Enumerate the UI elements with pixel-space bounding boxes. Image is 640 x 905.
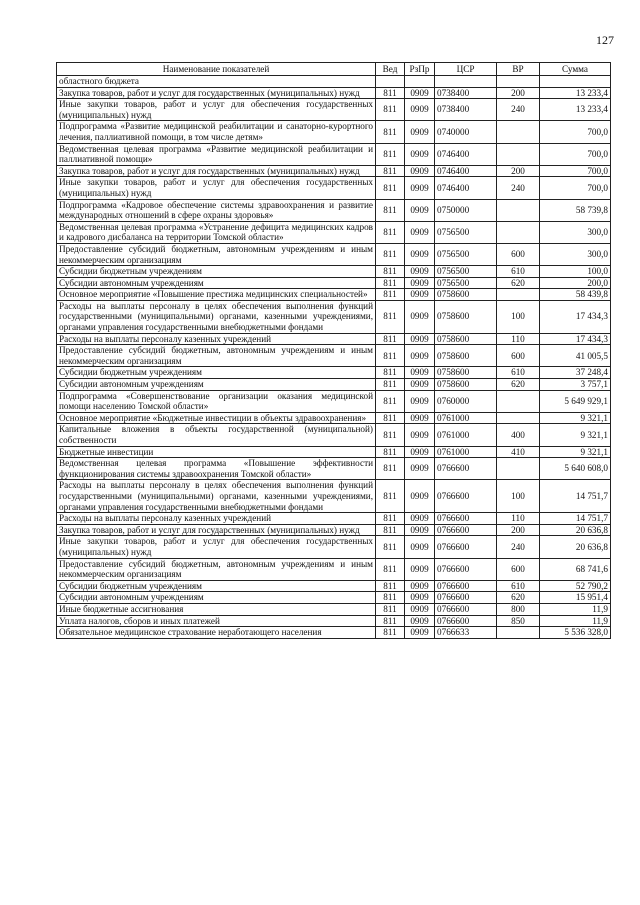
cell-csr: 0738400 xyxy=(435,99,497,121)
cell-ved: 811 xyxy=(376,458,405,480)
cell-rzpr: 0909 xyxy=(405,592,435,604)
cell-name: Подпрограмма «Совершенствование организации оказания медицинской помощи населению Томской области» xyxy=(57,390,376,412)
cell-vr: 610 xyxy=(497,367,540,379)
cell-ved: 811 xyxy=(376,558,405,580)
cell-vr xyxy=(497,390,540,412)
table-row xyxy=(57,277,611,289)
cell-name: Капитальные вложения в объекты государственной (муниципальной) собственности xyxy=(57,424,376,446)
table-header xyxy=(57,63,611,76)
cell-ved: 811 xyxy=(376,615,405,627)
header-csr: ЦСР xyxy=(435,63,497,76)
table-row xyxy=(57,390,611,412)
cell-name: Предоставление субсидий бюджетным, автономным учреждениям и иным некоммерческим организациям xyxy=(57,558,376,580)
table-row xyxy=(57,367,611,379)
cell-vr: 400 xyxy=(497,424,540,446)
table-row xyxy=(57,558,611,580)
cell-sum: 20 636,8 xyxy=(540,524,611,536)
cell-rzpr: 0909 xyxy=(405,390,435,412)
cell-name: Уплата налогов, сборов и иных платежей xyxy=(57,615,376,627)
cell-ved: 811 xyxy=(376,580,405,592)
page-number: 127 xyxy=(596,33,614,47)
cell-name: Субсидии бюджетным учреждениям xyxy=(57,266,376,278)
table-row xyxy=(57,480,611,513)
cell-csr: 0756500 xyxy=(435,221,497,243)
cell-name: Ведомственная целевая программа «Устранение дефицита медицинских кадров и кадрового дисбаланса на территории Томской области» xyxy=(57,221,376,243)
cell-rzpr: 0909 xyxy=(405,99,435,121)
cell-sum: 9 321,1 xyxy=(540,412,611,424)
table-row xyxy=(57,87,611,99)
cell-vr xyxy=(497,289,540,301)
cell-csr: 0766600 xyxy=(435,536,497,558)
cell-csr: 0758600 xyxy=(435,345,497,367)
cell-csr: 0750000 xyxy=(435,199,497,221)
cell-name: Закупка товаров, работ и услуг для государственных (муниципальных) нужд xyxy=(57,165,376,177)
cell-name: Обязательное медицинское страхование неработающего населения xyxy=(57,627,376,639)
cell-name: Субсидии автономным учреждениям xyxy=(57,379,376,391)
cell-vr xyxy=(497,221,540,243)
table-row xyxy=(57,289,611,301)
cell-csr: 0761000 xyxy=(435,412,497,424)
cell-name: Подпрограмма «Развитие медицинской реабилитации и санаторно-курортного лечения, паллиативной помощи, в том числе детям» xyxy=(57,121,376,143)
cell-sum: 52 790,2 xyxy=(540,580,611,592)
cell-ved: 811 xyxy=(376,277,405,289)
header-rzpr: РзПр xyxy=(405,63,435,76)
table-row xyxy=(57,615,611,627)
cell-sum: 68 741,6 xyxy=(540,558,611,580)
cell-sum: 37 248,4 xyxy=(540,367,611,379)
cell-sum: 700,0 xyxy=(540,143,611,165)
table-row xyxy=(57,446,611,458)
cell-rzpr: 0909 xyxy=(405,446,435,458)
cell-ved: 811 xyxy=(376,266,405,278)
table-row xyxy=(57,580,611,592)
cell-name: Расходы на выплаты персоналу в целях обеспечения выполнения функций государственными (муниципальными) органами, казенными учреждениями, органами управления государственными внебюджетными фондами xyxy=(57,300,376,333)
cell-sum: 14 751,7 xyxy=(540,513,611,525)
cell-vr xyxy=(497,412,540,424)
cell-sum: 300,0 xyxy=(540,221,611,243)
table-row xyxy=(57,627,611,639)
table-body xyxy=(57,76,611,639)
cell-name: Иные бюджетные ассигнования xyxy=(57,603,376,615)
table-row xyxy=(57,513,611,525)
cell-ved: 811 xyxy=(376,524,405,536)
cell-csr: 0761000 xyxy=(435,446,497,458)
table-row xyxy=(57,603,611,615)
cell-vr: 110 xyxy=(497,333,540,345)
cell-ved: 811 xyxy=(376,592,405,604)
cell-csr: 0740000 xyxy=(435,121,497,143)
cell-rzpr: 0909 xyxy=(405,199,435,221)
cell-ved xyxy=(376,76,405,88)
cell-csr: 0766600 xyxy=(435,480,497,513)
cell-vr xyxy=(497,627,540,639)
cell-name: Расходы на выплаты персоналу казенных учреждений xyxy=(57,333,376,345)
cell-csr: 0766600 xyxy=(435,458,497,480)
cell-csr: 0766633 xyxy=(435,627,497,639)
cell-sum: 17 434,3 xyxy=(540,333,611,345)
cell-vr: 610 xyxy=(497,266,540,278)
cell-rzpr: 0909 xyxy=(405,480,435,513)
cell-rzpr: 0909 xyxy=(405,513,435,525)
table-row xyxy=(57,177,611,199)
cell-rzpr: 0909 xyxy=(405,615,435,627)
header-name: Наименование показателей xyxy=(57,63,376,76)
cell-csr: 0766600 xyxy=(435,558,497,580)
table-row xyxy=(57,379,611,391)
cell-rzpr: 0909 xyxy=(405,627,435,639)
cell-name: Основное мероприятие «Повышение престижа медицинских специальностей» xyxy=(57,289,376,301)
cell-ved: 811 xyxy=(376,333,405,345)
cell-vr: 240 xyxy=(497,177,540,199)
header-sum: Сумма xyxy=(540,63,611,76)
cell-vr: 620 xyxy=(497,592,540,604)
cell-vr: 620 xyxy=(497,277,540,289)
cell-ved: 811 xyxy=(376,480,405,513)
cell-sum: 200,0 xyxy=(540,277,611,289)
table-row xyxy=(57,412,611,424)
cell-rzpr: 0909 xyxy=(405,458,435,480)
table-row xyxy=(57,121,611,143)
cell-rzpr: 0909 xyxy=(405,266,435,278)
cell-rzpr: 0909 xyxy=(405,143,435,165)
cell-rzpr: 0909 xyxy=(405,379,435,391)
cell-rzpr: 0909 xyxy=(405,580,435,592)
cell-vr: 240 xyxy=(497,536,540,558)
cell-ved: 811 xyxy=(376,99,405,121)
cell-sum: 3 757,1 xyxy=(540,379,611,391)
cell-sum: 11,9 xyxy=(540,615,611,627)
cell-vr: 410 xyxy=(497,446,540,458)
cell-ved: 811 xyxy=(376,424,405,446)
cell-csr: 0766600 xyxy=(435,592,497,604)
table-row xyxy=(57,300,611,333)
cell-name: Предоставление субсидий бюджетным, автономным учреждениям и иным некоммерческим организациям xyxy=(57,345,376,367)
cell-vr xyxy=(497,199,540,221)
cell-csr: 0756500 xyxy=(435,277,497,289)
cell-ved: 811 xyxy=(376,513,405,525)
cell-name: Закупка товаров, работ и услуг для государственных (муниципальных) нужд xyxy=(57,87,376,99)
cell-vr xyxy=(497,76,540,88)
cell-vr: 110 xyxy=(497,513,540,525)
cell-sum: 300,0 xyxy=(540,243,611,265)
table-row xyxy=(57,99,611,121)
cell-name: Ведомственная целевая программа «Повышение эффективности функционирования системы здравоохранения Томской области» xyxy=(57,458,376,480)
cell-ved: 811 xyxy=(376,87,405,99)
cell-csr: 0746400 xyxy=(435,143,497,165)
cell-ved: 811 xyxy=(376,199,405,221)
cell-csr: 0738400 xyxy=(435,87,497,99)
cell-csr: 0756500 xyxy=(435,266,497,278)
cell-ved: 811 xyxy=(376,345,405,367)
cell-csr xyxy=(435,76,497,88)
cell-sum: 13 233,4 xyxy=(540,87,611,99)
cell-sum: 15 951,4 xyxy=(540,592,611,604)
table-row xyxy=(57,592,611,604)
cell-rzpr: 0909 xyxy=(405,345,435,367)
cell-name: Иные закупки товаров, работ и услуг для обеспечения государственных (муниципальных) нужд xyxy=(57,99,376,121)
cell-name: Субсидии автономным учреждениям xyxy=(57,277,376,289)
cell-csr: 0758600 xyxy=(435,367,497,379)
table-row xyxy=(57,458,611,480)
cell-rzpr: 0909 xyxy=(405,177,435,199)
cell-name: Закупка товаров, работ и услуг для государственных (муниципальных) нужд xyxy=(57,524,376,536)
cell-sum: 11,9 xyxy=(540,603,611,615)
cell-rzpr: 0909 xyxy=(405,424,435,446)
cell-sum: 5 536 328,0 xyxy=(540,627,611,639)
table-row xyxy=(57,199,611,221)
cell-sum: 9 321,1 xyxy=(540,424,611,446)
cell-sum: 100,0 xyxy=(540,266,611,278)
cell-ved: 811 xyxy=(376,603,405,615)
cell-ved: 811 xyxy=(376,367,405,379)
cell-rzpr: 0909 xyxy=(405,524,435,536)
cell-sum xyxy=(540,76,611,88)
cell-ved: 811 xyxy=(376,627,405,639)
cell-vr xyxy=(497,143,540,165)
cell-sum: 13 233,4 xyxy=(540,99,611,121)
cell-sum: 5 649 929,1 xyxy=(540,390,611,412)
cell-sum: 41 005,5 xyxy=(540,345,611,367)
cell-sum: 58 439,8 xyxy=(540,289,611,301)
cell-name: Иные закупки товаров, работ и услуг для обеспечения государственных (муниципальных) нужд xyxy=(57,177,376,199)
cell-csr: 0746400 xyxy=(435,165,497,177)
table-row xyxy=(57,76,611,88)
header-row xyxy=(57,63,611,76)
header-ved: Вед xyxy=(376,63,405,76)
cell-vr xyxy=(497,458,540,480)
cell-sum: 17 434,3 xyxy=(540,300,611,333)
cell-vr: 600 xyxy=(497,558,540,580)
cell-vr: 620 xyxy=(497,379,540,391)
table-row xyxy=(57,333,611,345)
cell-vr: 200 xyxy=(497,524,540,536)
cell-rzpr: 0909 xyxy=(405,603,435,615)
cell-name: Субсидии бюджетным учреждениям xyxy=(57,580,376,592)
cell-rzpr: 0909 xyxy=(405,277,435,289)
cell-csr: 0766600 xyxy=(435,580,497,592)
cell-rzpr: 0909 xyxy=(405,558,435,580)
cell-name: областного бюджета xyxy=(57,76,376,88)
cell-ved: 811 xyxy=(376,390,405,412)
cell-ved: 811 xyxy=(376,379,405,391)
cell-ved: 811 xyxy=(376,165,405,177)
cell-csr: 0758600 xyxy=(435,289,497,301)
cell-vr: 200 xyxy=(497,87,540,99)
cell-rzpr: 0909 xyxy=(405,412,435,424)
cell-name: Подпрограмма «Кадровое обеспечение системы здравоохранения и развитие международных отношений в сфере охраны здоровья» xyxy=(57,199,376,221)
budget-table xyxy=(56,62,611,639)
cell-vr: 600 xyxy=(497,243,540,265)
cell-name: Бюджетные инвестиции xyxy=(57,446,376,458)
table-row xyxy=(57,266,611,278)
cell-name: Иные закупки товаров, работ и услуг для обеспечения государственных (муниципальных) нужд xyxy=(57,536,376,558)
table-row xyxy=(57,143,611,165)
cell-sum: 700,0 xyxy=(540,165,611,177)
cell-rzpr: 0909 xyxy=(405,536,435,558)
table-row xyxy=(57,345,611,367)
cell-rzpr: 0909 xyxy=(405,165,435,177)
cell-ved: 811 xyxy=(376,143,405,165)
cell-csr: 0761000 xyxy=(435,424,497,446)
cell-rzpr: 0909 xyxy=(405,300,435,333)
cell-name: Ведомственная целевая программа «Развитие медицинской реабилитации и паллиативной помощи» xyxy=(57,143,376,165)
table-row xyxy=(57,243,611,265)
cell-csr: 0758600 xyxy=(435,333,497,345)
cell-csr: 0758600 xyxy=(435,300,497,333)
cell-sum: 5 640 608,0 xyxy=(540,458,611,480)
cell-ved: 811 xyxy=(376,289,405,301)
cell-name: Расходы на выплаты персоналу казенных учреждений xyxy=(57,513,376,525)
cell-name: Субсидии бюджетным учреждениям xyxy=(57,367,376,379)
cell-csr: 0766600 xyxy=(435,603,497,615)
cell-ved: 811 xyxy=(376,536,405,558)
cell-vr: 800 xyxy=(497,603,540,615)
table-row xyxy=(57,524,611,536)
cell-vr: 610 xyxy=(497,580,540,592)
cell-vr: 240 xyxy=(497,99,540,121)
cell-ved: 811 xyxy=(376,446,405,458)
cell-name: Субсидии автономным учреждениям xyxy=(57,592,376,604)
cell-csr: 0758600 xyxy=(435,379,497,391)
cell-rzpr: 0909 xyxy=(405,221,435,243)
cell-ved: 811 xyxy=(376,121,405,143)
cell-csr: 0766600 xyxy=(435,513,497,525)
cell-sum: 14 751,7 xyxy=(540,480,611,513)
cell-csr: 0746400 xyxy=(435,177,497,199)
cell-sum: 58 739,8 xyxy=(540,199,611,221)
cell-ved: 811 xyxy=(376,177,405,199)
cell-sum: 700,0 xyxy=(540,121,611,143)
cell-csr: 0766600 xyxy=(435,524,497,536)
cell-rzpr: 0909 xyxy=(405,367,435,379)
cell-vr: 850 xyxy=(497,615,540,627)
cell-name: Основное мероприятие «Бюджетные инвестиции в объекты здравоохранения» xyxy=(57,412,376,424)
cell-ved: 811 xyxy=(376,412,405,424)
cell-rzpr: 0909 xyxy=(405,121,435,143)
cell-sum: 9 321,1 xyxy=(540,446,611,458)
cell-name: Предоставление субсидий бюджетным, автономным учреждениям и иным некоммерческим организациям xyxy=(57,243,376,265)
cell-rzpr xyxy=(405,76,435,88)
cell-csr: 0760000 xyxy=(435,390,497,412)
cell-sum: 700,0 xyxy=(540,177,611,199)
cell-vr: 100 xyxy=(497,300,540,333)
table-row xyxy=(57,424,611,446)
table-row xyxy=(57,221,611,243)
cell-ved: 811 xyxy=(376,243,405,265)
table-row xyxy=(57,536,611,558)
cell-vr xyxy=(497,121,540,143)
cell-vr: 200 xyxy=(497,165,540,177)
cell-csr: 0756500 xyxy=(435,243,497,265)
cell-vr: 100 xyxy=(497,480,540,513)
header-vr: ВР xyxy=(497,63,540,76)
table-row xyxy=(57,165,611,177)
cell-rzpr: 0909 xyxy=(405,87,435,99)
cell-vr: 600 xyxy=(497,345,540,367)
cell-name: Расходы на выплаты персоналу в целях обеспечения выполнения функций государственными (муниципальными) органами, казенными учреждениями, органами управления государственными внебюджетными фондами xyxy=(57,480,376,513)
cell-ved: 811 xyxy=(376,300,405,333)
cell-csr: 0766600 xyxy=(435,615,497,627)
cell-sum: 20 636,8 xyxy=(540,536,611,558)
cell-rzpr: 0909 xyxy=(405,289,435,301)
cell-rzpr: 0909 xyxy=(405,333,435,345)
cell-ved: 811 xyxy=(376,221,405,243)
cell-rzpr: 0909 xyxy=(405,243,435,265)
